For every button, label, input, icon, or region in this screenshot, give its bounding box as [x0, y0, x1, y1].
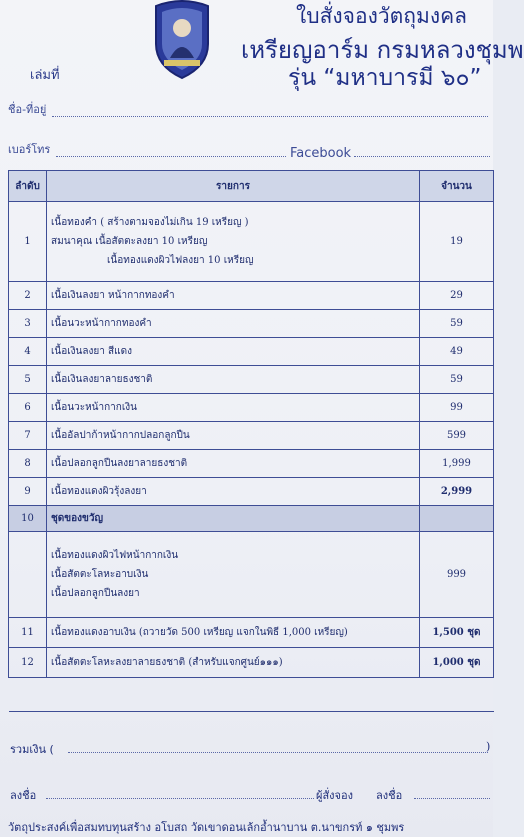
row-no: 5 — [9, 366, 47, 394]
row-qty: 59 — [420, 310, 494, 338]
order-table — [8, 170, 494, 712]
row-item: เนื้อเงินลงยา สีแดง — [47, 338, 420, 366]
item-line: เนื้อสัตตะโลหะอาบเงิน — [51, 569, 149, 580]
row-item: เนื้อเงินลงยาลายธงชาติ — [47, 366, 420, 394]
row-qty: 999 — [420, 532, 494, 618]
row-no: 4 — [9, 338, 47, 366]
row-qty: 1,000 ชุด — [420, 648, 494, 678]
table-row — [9, 618, 494, 648]
table-row-empty — [9, 678, 494, 712]
row-no: 2 — [9, 282, 47, 310]
row-no: 9 — [9, 478, 47, 506]
table-row — [9, 478, 494, 506]
phone-label: เบอร์โทร — [8, 143, 51, 156]
row-no: 8 — [9, 450, 47, 478]
row-no: 11 — [9, 618, 47, 648]
facebook-field[interactable] — [354, 156, 490, 157]
receiver-signature-field[interactable] — [414, 798, 490, 799]
row-qty: 59 — [420, 366, 494, 394]
row-qty: 1,500 ชุด — [420, 618, 494, 648]
row-item — [47, 202, 420, 282]
table-row — [9, 202, 494, 282]
row-no — [9, 532, 47, 618]
row-no: 7 — [9, 422, 47, 450]
row-item — [47, 532, 420, 618]
name-address-row — [8, 100, 46, 118]
form-title-line-2: เหรียญอาร์ม กรมหลวงชุมพ — [241, 36, 524, 64]
row-qty: 19 — [420, 202, 494, 282]
row-qty: 29 — [420, 282, 494, 310]
row-qty: 2,999 — [420, 478, 494, 506]
form-title-line-3: รุ่น “มหาบารมี ๖๐” — [288, 65, 482, 91]
orderer-signature-field[interactable] — [46, 798, 314, 799]
row-item: ชุดของขวัญ — [47, 506, 420, 532]
item-line: สมนาคุณ เนื้อสัตตะลงยา 10 เหรียญ — [51, 236, 208, 247]
table-row — [9, 310, 494, 338]
header-no: ลำดับ — [9, 171, 47, 202]
phone-row — [8, 140, 50, 158]
table-row-gift-set — [9, 506, 494, 532]
row-no: 6 — [9, 394, 47, 422]
book-number-label: เล่มที่ — [30, 68, 60, 83]
table-row — [9, 366, 494, 394]
item-line: เนื้อทองแดงผิวไฟหน้ากากเงิน — [51, 550, 179, 561]
row-no: 10 — [9, 506, 47, 532]
row-qty: 599 — [420, 422, 494, 450]
header-qty: จำนวน — [420, 171, 494, 202]
row-no: 3 — [9, 310, 47, 338]
row-item: เนื้อทองแดงผิวรุ้งลงยา — [47, 478, 420, 506]
empty-row-cell — [9, 678, 494, 712]
row-item: เนื้อนวะหน้ากากเงิน — [47, 394, 420, 422]
table-row — [9, 648, 494, 678]
row-qty: 99 — [420, 394, 494, 422]
table-header-row — [9, 171, 494, 202]
row-item: เนื้อสัตตะโลหะลงยาลายธงชาติ (สำหรับแจกศูนย์๑๑๑) — [47, 648, 420, 678]
form-title-line-1: ใบสั่งจองวัตถุมงคล — [296, 4, 467, 28]
row-item: เนื้ออัลปาก้าหน้ากากปลอกลูกปืน — [47, 422, 420, 450]
row-item: เนื้อทองแดงอาบเงิน (ถวายวัด 500 เหรียญ แจกในพิธี 1,000 เหรียญ) — [47, 618, 420, 648]
purpose-text: วัตถุประสงค์เพื่อสมทบทุนสร้าง อโบสถ วัดเขาดอนเล้กอ้ำนาบาน ต.นาขกรท์ ๑ ชุมพร — [8, 821, 405, 834]
table-row — [9, 532, 494, 618]
orderer-label: ผู้สั่งจอง — [316, 789, 353, 802]
row-qty — [420, 506, 494, 532]
row-qty: 1,999 — [420, 450, 494, 478]
total-close-paren: ) — [486, 740, 491, 753]
row-no: 12 — [9, 648, 47, 678]
row-item: เนื้อเงินลงยา หน้ากากทองคำ — [47, 282, 420, 310]
item-line: เนื้อทองคำ ( สร้างตามจองไม่เกิน 19 เหรียญ ) — [51, 217, 249, 228]
table-row — [9, 450, 494, 478]
row-no: 1 — [9, 202, 47, 282]
facebook-label: Facebook — [290, 146, 352, 161]
name-address-label: ชื่อ-ที่อยู่ — [8, 103, 47, 116]
royal-emblem-icon — [150, 0, 214, 80]
signature-label: ลงชื่อ — [10, 789, 37, 802]
row-item: เนื้อปลอกลูกปืนลงยาลายธงชาติ — [47, 450, 420, 478]
item-line: เนื้อปลอกลูกปืนลงยา — [51, 588, 140, 599]
table-row — [9, 422, 494, 450]
row-qty: 49 — [420, 338, 494, 366]
table-row — [9, 394, 494, 422]
header-item: รายการ — [47, 171, 420, 202]
row-item: เนื้อนวะหน้ากากทองคำ — [47, 310, 420, 338]
total-amount-field[interactable] — [68, 752, 488, 753]
phone-field[interactable] — [56, 156, 286, 157]
name-address-field[interactable] — [52, 116, 488, 117]
table-row — [9, 282, 494, 310]
signature-label-2: ลงชื่อ — [376, 789, 403, 802]
table-row — [9, 338, 494, 366]
item-line: เนื้อทองแดงผิวไฟลงยา 10 เหรียญ — [107, 255, 254, 266]
total-label: รวมเงิน ( — [10, 743, 54, 756]
